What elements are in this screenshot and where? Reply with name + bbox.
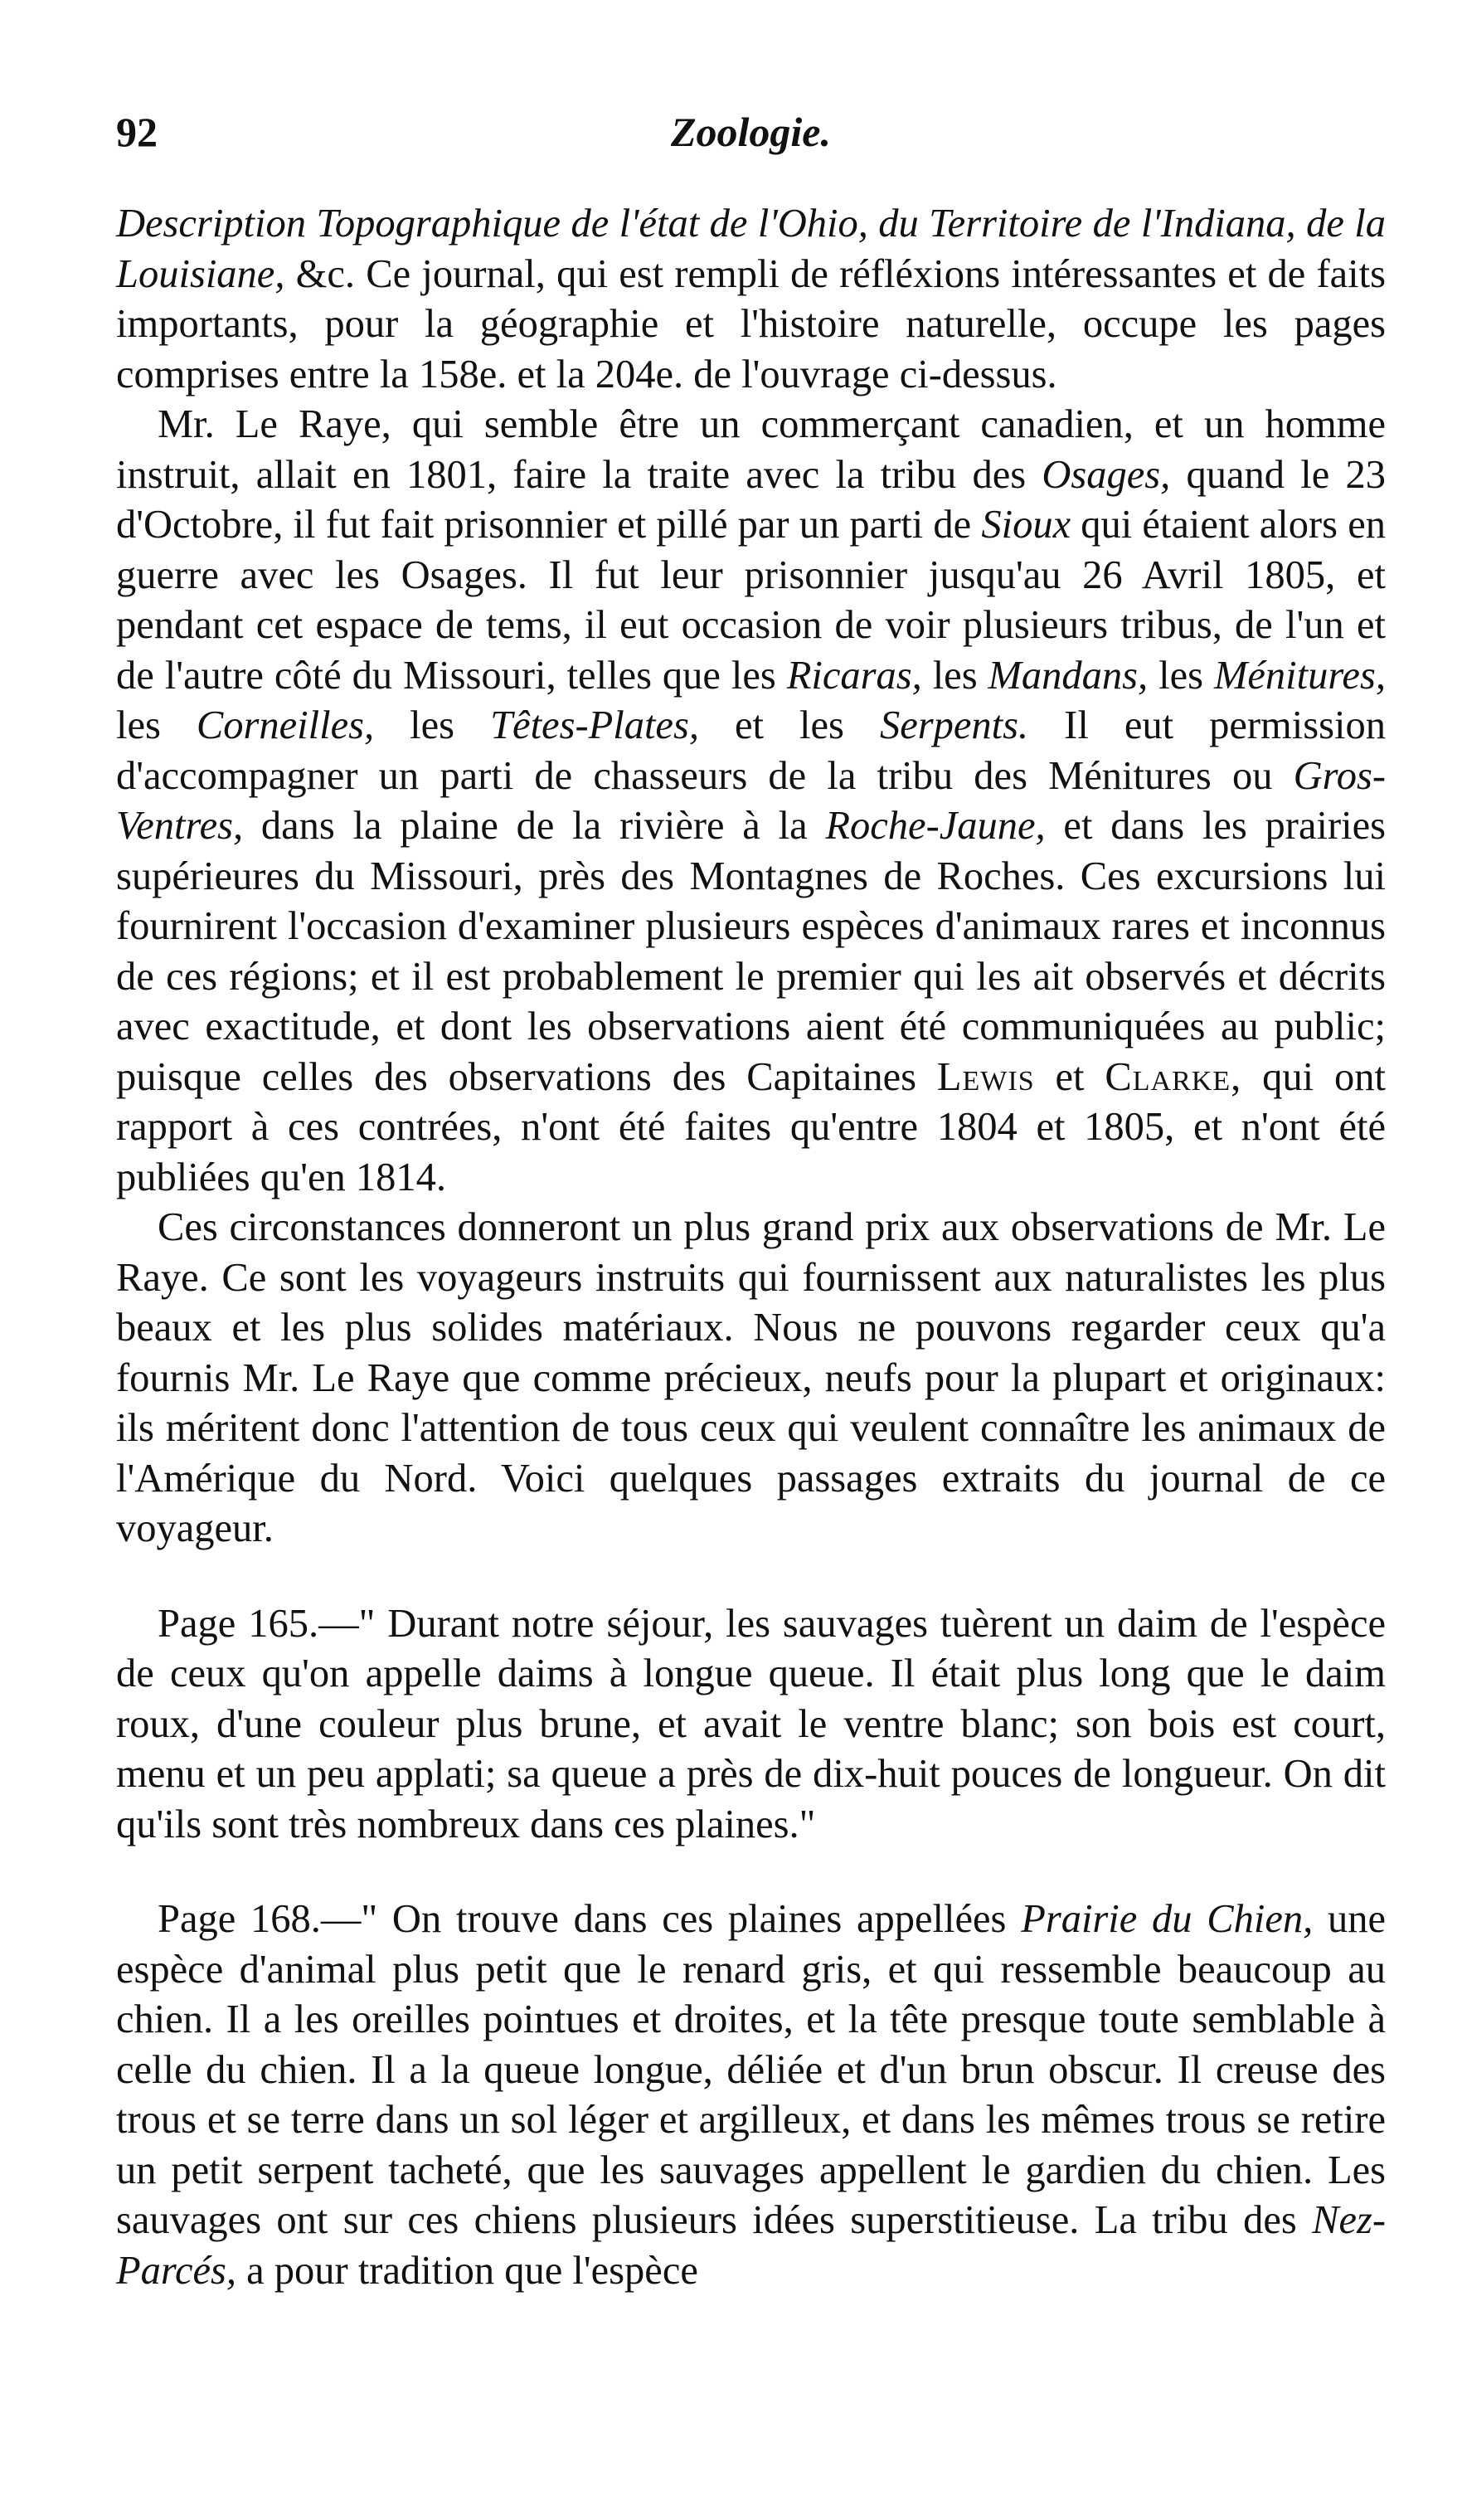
paragraph-p5 — [116, 1895, 1386, 2296]
text-span: Ménitures, — [1213, 653, 1386, 698]
text-span: Roche-Jaune, — [825, 804, 1046, 848]
page-number: 92 — [116, 109, 158, 155]
text-span: une espèce d'animal plus petit que le renard gris, et qui ressemble beaucoup au chien. Il a les oreilles pointues et droites, et la tête presque toute semblable à celle du chien. Il a la queue longue, déliée et d'un brun obscur. Il creuse des trous et se terre dans un sol léger et argilleux, et dans les mêmes trous se retire un petit serpent tacheté, que les sauvages appellent le gardien du chien. Les sauvages ont sur ces chiens plusieurs idées superstitieuse. La tribu des — [116, 1897, 1387, 2242]
text-span: Osages, — [1042, 452, 1171, 497]
paragraph-p1 — [116, 199, 1386, 400]
text-span: Prairie du Chien, — [1021, 1897, 1314, 1941]
page-header — [116, 108, 1386, 199]
text-span: &c. Ce journal, qui est rempli de réfléxions intéressantes et de faits importants, pour la géographie et l'histoire naturelle, occupe les pages comprises entre la 158e. et la 204e. de l'ouvrage ci-dessus. — [116, 251, 1387, 396]
text-span: dans la plaine de la rivière à la — [243, 804, 826, 848]
text-span: les — [1148, 653, 1214, 698]
paragraph-p2 — [116, 400, 1386, 1203]
text-span: qui ont rapport à ces contrées, n'ont été faites qu'entre 1804 et 1805, et n'ont été publiées qu'en 1814. — [116, 1054, 1386, 1199]
text-span: a pour tradition que l'espèce — [236, 2248, 698, 2293]
text-span: Page 165.—" Durant notre séjour, les sauvages tuèrent un daim de l'espèce de ceux qu'on appelle daims à longue queue. Il était plus long que le daim roux, d'une couleur plus brune, et avait le ventre blanc; son bois est court, menu et un peu applati; sa queue a près de dix-huit pouces de longueur. On dit qu'ils sont très nombreux dans ces plaines." — [116, 1601, 1386, 1846]
body-text — [116, 199, 1386, 2296]
text-span: Corneilles, — [196, 703, 375, 747]
text-span: Mandans, — [988, 653, 1149, 698]
paragraph-p4 — [116, 1599, 1386, 1851]
text-span: qui étaient alors en guerre avec les Osages. Il fut leur prisonnier jusqu'au 26 Avril 1805, et pendant cet espace de tems, il eut occasion de voir plusieurs tribus, de l'un et de l'autre côté du Missouri, telles que les — [116, 503, 1386, 698]
paragraph-p3 — [116, 1203, 1386, 1554]
text-span: Mr. Le Raye, qui semble être un commerçant canadien, et un homme instruit, allait en 1801, faire la traite avec la tribu des — [116, 402, 1386, 497]
text-span: Gros-Ventres, — [116, 753, 1386, 848]
text-span: Lewis — [936, 1054, 1035, 1099]
text-span: et les — [698, 703, 880, 747]
text-span: Description Topographique de l'état de l'Ohio, du Territoire de l'Indiana, de la Louisiane, — [116, 202, 1386, 296]
text-span: les — [374, 703, 491, 747]
text-span: les — [116, 703, 197, 747]
text-span: Il eut permission d'accompagner un parti de chasseurs de la tribu des Ménitures ou — [116, 703, 1386, 798]
text-span: Serpents. — [879, 703, 1029, 747]
text-span: Sioux — [981, 503, 1071, 547]
text-span: les — [921, 653, 988, 698]
text-span: et — [1034, 1054, 1105, 1099]
running-head: Zoologie. — [670, 109, 832, 155]
text-span: quand le 23 d'Octobre, il fut fait prisonnier et pillé par un parti de — [116, 452, 1387, 547]
text-span: et dans les prairies supérieures du Missouri, près des Montagnes de Roches. Ces excursions lui fournirent l'occasion d'examiner plusieurs espèces d'animaux rares et inconnus de ces régions; et il est probablement le premier qui les ait observés et décrits avec exactitude, et dont les observations aient été communiquées au public; puisque celles des observations des Capitaines — [116, 804, 1386, 1099]
text-span: Clarke, — [1105, 1054, 1242, 1099]
text-span: Page 168.—" On trouve dans ces plaines appellées — [158, 1897, 1022, 1941]
text-span: Têtes-Plates, — [490, 703, 699, 747]
text-span: Ces circonstances donneront un plus grand prix aux observations de Mr. Le Raye. Ce sont les voyageurs instruits qui fournissent aux naturalistes les plus beaux et les plus solides matériaux. Nous ne pouvons regarder ceux qu'a fournis Mr. Le Raye que comme précieux, neufs pour la plupart et originaux: ils méritent donc l'attention de tous ceux qui veulent connaître les animaux de l'Amérique du Nord. Voici quelques passages extraits du journal de ce voyageur. — [116, 1205, 1386, 1550]
text-span: Ricaras, — [786, 653, 922, 698]
text-span: Nez-Parcés, — [116, 2198, 1386, 2293]
